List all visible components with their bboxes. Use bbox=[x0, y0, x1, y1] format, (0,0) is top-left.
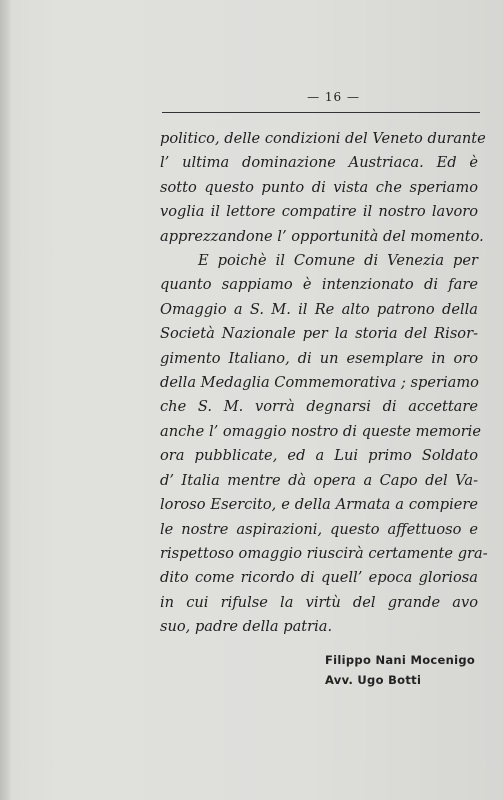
text-line: voglia il lettore compatire il nostro lavoro bbox=[160, 203, 478, 221]
text-line: rispettoso omaggio riuscirà certamente gra- bbox=[160, 544, 488, 562]
text-line: dito come ricordo di quell’ epoca gloriosa bbox=[160, 569, 478, 587]
text-line: apprezzandone l’ opportunità del momento. bbox=[160, 227, 484, 245]
signature-author: Filippo Nani Mocenigo bbox=[325, 653, 476, 667]
text-line: politico, delle condizioni del Veneto durante bbox=[160, 130, 486, 147]
text-line: della Medaglia Commemorativa ; speriamo bbox=[160, 374, 479, 392]
text-line: gimento Italiano, di un esemplare in oro bbox=[160, 349, 478, 367]
text-line: quanto sappiamo è intenzionato di fare bbox=[160, 276, 478, 294]
text-line: l’ ultima dominazione Austriaca. Ed è bbox=[160, 154, 478, 172]
signatures bbox=[325, 650, 475, 690]
page-header bbox=[162, 88, 480, 114]
text-line: che S. M. vorrà degnarsi di accettare bbox=[160, 398, 478, 416]
text-line: le nostre aspirazioni, questo affettuoso e bbox=[160, 520, 478, 538]
page-number: — 16 — bbox=[307, 90, 360, 104]
text-line: Omaggio a S. M. il Re alto patrono della bbox=[160, 300, 478, 318]
header-rule bbox=[162, 112, 480, 113]
text-line: ora pubblicate, ed a Lui primo Soldato bbox=[160, 447, 478, 465]
text-line: loroso Esercito, e della Armata a compiere bbox=[160, 496, 478, 514]
text-line: suo, padre della patria. bbox=[160, 618, 333, 636]
text-line: sotto questo punto di vista che speriamo bbox=[160, 178, 478, 196]
text-line: Società Nazionale per la storia del Risor- bbox=[160, 325, 478, 343]
text-line: anche l’ omaggio nostro di queste memorie bbox=[160, 422, 481, 440]
signature-author: Avv. Ugo Botti bbox=[325, 673, 422, 687]
text-line: E poichè il Comune di Venezia per bbox=[198, 252, 478, 270]
text-line: d’ Italia mentre dà opera a Capo del Va- bbox=[160, 471, 478, 489]
binding-edge bbox=[0, 0, 10, 800]
text-line: in cui rifulse la virtù del grande avo bbox=[160, 593, 478, 611]
body-text bbox=[160, 127, 488, 640]
